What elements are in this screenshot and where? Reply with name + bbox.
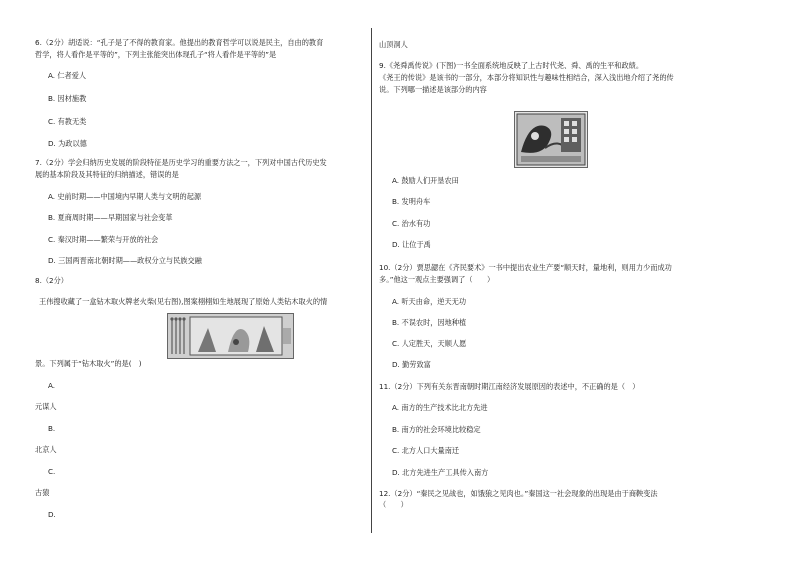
- q6-option-d: D. 为政以德: [48, 139, 87, 148]
- q8-option-c-answer: 古猿: [35, 488, 50, 497]
- q7-option-d: D. 三国两晋南北朝时期——政权分立与民族交融: [48, 256, 202, 265]
- q11-option-c: C. 北方人口大量南迁: [392, 446, 460, 455]
- q9-option-d: D. 让位于禹: [392, 240, 431, 249]
- column-divider: [371, 28, 372, 533]
- q10-option-d: D. 勤劳致富: [392, 360, 431, 369]
- q10-option-a: A. 听天由命，逆天无功: [392, 297, 467, 306]
- q8-option-c-label: C.: [48, 467, 56, 476]
- q10-option-c: C. 人定胜天，天顺人愿: [392, 339, 467, 348]
- q8-heading: 8.（2分）: [35, 276, 68, 285]
- q6-option-c: C. 有教无类: [48, 117, 87, 126]
- q8-stem-line1: 王伟搜收藏了一盒钻木取火牌老火柴(见右图),图案栩栩如生地展现了原始人类钻木取火的情: [39, 297, 328, 306]
- q11-option-a: A. 南方的生产技术比北方先进: [392, 403, 488, 412]
- q10-option-b: B. 不误农时，因地种植: [392, 318, 467, 327]
- q12-stem-line1: 12.（2分）“秦民之见战也，如饿狼之见肉也。”秦国这一社会现象的出现是由于商鞅变法: [379, 489, 658, 498]
- q7-option-c: C. 秦汉时期——繁荣与开放的社会: [48, 235, 159, 244]
- matchbox-illustration: [168, 314, 293, 358]
- q7-option-b: B. 夏商周时期——早期国家与社会变革: [48, 213, 173, 222]
- q8-option-d-answer: 山顶洞人: [379, 40, 408, 49]
- q7-option-a: A. 史前时期——中国境内早期人类与文明的起源: [48, 192, 202, 201]
- q10-stem-line1: 10.（2分）贾思勰在《齐民要术》一书中提出农业生产要“顺天时，量地利，则用力少而成功: [379, 263, 672, 272]
- q8-option-d-label: D.: [48, 510, 56, 519]
- q6-stem-line1: 6.（2分）胡适说：“孔子是了不得的教育家。他提出的教育哲学可以说是民主，自由的教育: [35, 38, 324, 47]
- q10-stem-line2: 多。”他这一观点主要强调了（ ）: [379, 275, 495, 284]
- q12-stem-line2: （ ）: [379, 500, 408, 509]
- q8-option-a-label: A.: [48, 381, 56, 390]
- q6-option-a: A. 仁者爱人: [48, 71, 87, 80]
- q7-stem-line1: 7.（2分）学会归纳历史发展的阶段特征是历史学习的重要方法之一，下列对中国古代历史发: [35, 158, 327, 167]
- book-cover-image: [514, 111, 588, 168]
- matchbox-image: [167, 313, 294, 359]
- q11-option-b: B. 南方的社会环境比较稳定: [392, 425, 481, 434]
- q11-stem-line1: 11.（2分）下列有关东晋南朝时期江南经济发展原因的表述中，不正确的是（ ）: [379, 382, 640, 391]
- q9-stem-line2: 《尧王的传说》是该书的一部分，本部分将知识性与趣味性相结合，深入浅出地介绍了尧的传: [379, 73, 674, 82]
- q8-option-b-label: B.: [48, 424, 56, 433]
- q8-option-b-answer: 北京人: [35, 445, 57, 454]
- q9-stem-line1: 9.《尧舜禹传说》(下图)一书全面系统地反映了上古时代尧、舜、禹的生平和政绩。: [379, 61, 644, 70]
- book-cover-illustration: [515, 112, 587, 167]
- q8-option-a-answer: 元谋人: [35, 402, 57, 411]
- q11-option-d: D. 北方先进生产工具传入南方: [392, 468, 489, 477]
- q6-stem-line2: 哲学，将人看作是平等的”，下列主张能突出体现孔子“将人看作是平等的”是: [35, 50, 277, 59]
- q9-stem-line3: 说。下列哪一描述是该部分的内容: [379, 85, 487, 94]
- q7-stem-line2: 展的基本阶段及其特征的归纳描述，错误的是: [35, 170, 179, 179]
- q6-option-b: B. 因材施教: [48, 94, 87, 103]
- q9-option-a: A. 鼓励人们开垦农田: [392, 176, 459, 185]
- q8-stem-line2: 景。下列属于“钻木取火”的是( ): [35, 359, 142, 368]
- q9-option-c: C. 治水有功: [392, 219, 431, 228]
- q9-option-b: B. 发明舟车: [392, 197, 431, 206]
